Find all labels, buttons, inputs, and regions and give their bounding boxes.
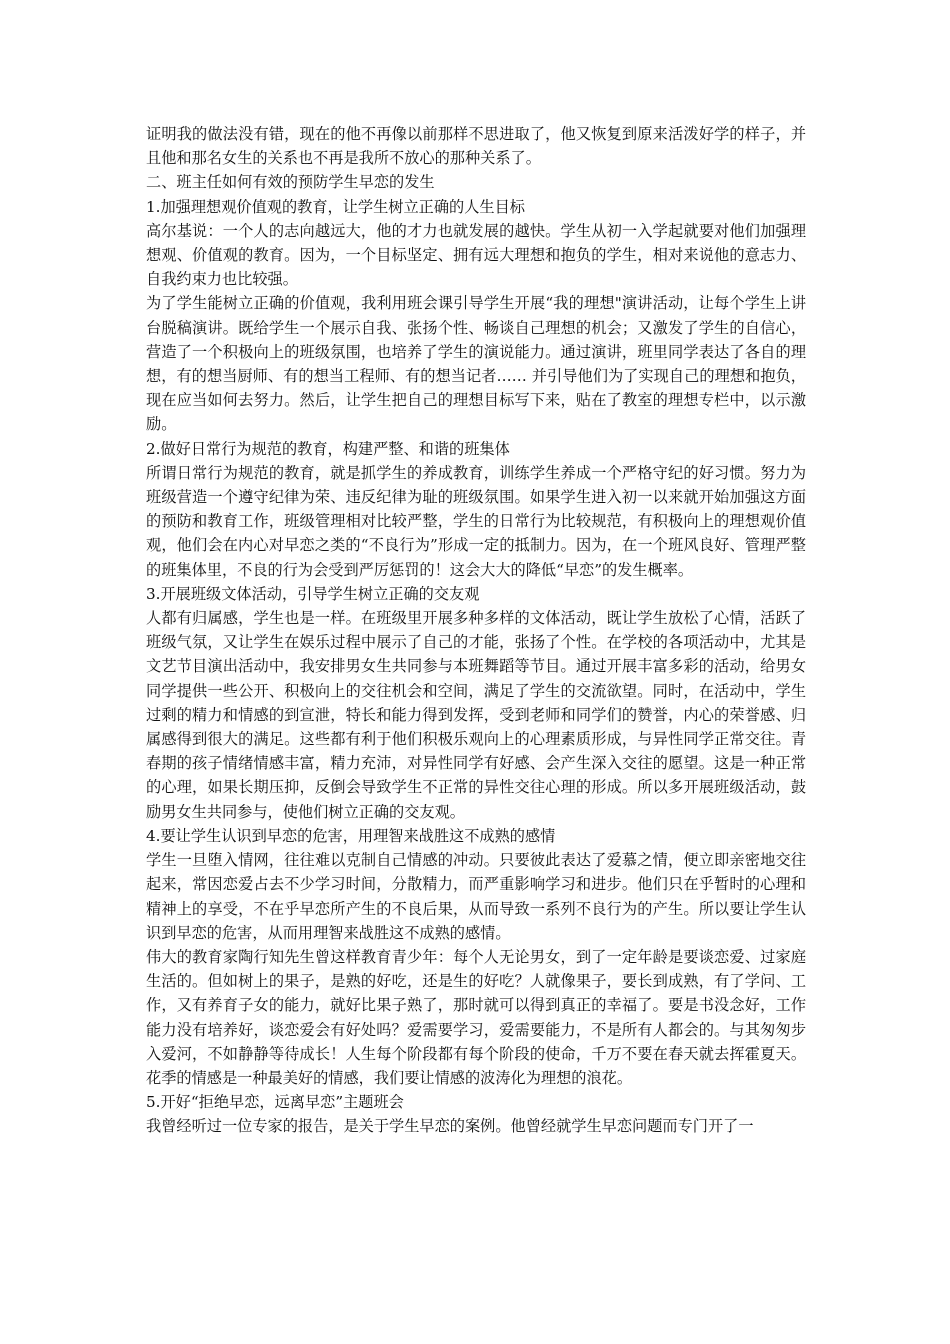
subheading-3-class-activities: 3.开展班级文体活动，引导学生树立正确的交友观 xyxy=(146,584,480,603)
subheading-1-ideals-values: 1.加强理想观价值观的教育，让学生树立正确的人生目标 xyxy=(146,197,525,216)
paragraph-belonging: 人都有归属感，学生也是一样。在班级里开展多种多样的文体活动，既让学生放松了心情，活跃了班级气氛，又让学生在娱乐过程中展示了自己的才能，张扬了个性。在学校的各项活动中，尤其是文艺节目演出活动中，我安排男女生共同参与本班舞蹈等节目。通过开展丰富多彩的活动，给男女同学提供一些公开、积极向上的交往机会和空间，满足了学生的交流欲望。同时，在活动中，学生过剩的精力和情感的到宣泄，特长和能力得到发挥，受到老师和同学们的赞誉，内心的荣誉感、归属感得到很大的满足。这些都有利于他们积极乐观向上的心理素质形成，与异性同学正常交往。青春期的孩子情绪情感丰富，精力充沛，对异性同学有好感、会产生深入交往的愿望。这是一种正常的心理，如果长期压抑，反倒会导致学生不正常的异性交往心理的形成。所以多开展班级活动，鼓励男女生共同参与，使他们树立正确的交友观。 xyxy=(146,609,806,821)
paragraph-habit-education: 所谓日常行为规范的教育，就是抓学生的养成教育，训练学生养成一个严格守纪的好习惯。努力为班级营造一个遵守纪律为荣、违反纪律为耻的班级氛围。如果学生进入初一以来就开始加强这方面的预防和教育工作，班级管理相对比较严整，学生的日常行为比较规范，有积极向上的理想观价值观，他们会在内心对早恋之类的“不良行为”形成一定的抵制力。因为，在一个班风良好、管理严整的班集体里，不良的行为会受到严厉惩罚的！这会大大的降低“早恋”的发生概率。 xyxy=(146,463,806,579)
paragraph-expert-report: 我曾经听过一位专家的报告，是关于学生早恋的案例。他曾经就学生早恋问题而专门开了一 xyxy=(146,1117,754,1136)
paragraph-intro-conclusion: 证明我的做法没有错，现在的他不再像以前那样不思进取了，他又恢复到原来活泼好学的样子，并且他和那名女生的关系也不再是我所不放心的那种关系了。 xyxy=(146,125,806,168)
paragraph-tao-xingzhi: 伟大的教育家陶行知先生曾这样教育青少年：每个人无论男女，到了一定年龄是要谈恋爱、过家庭生活的。但如树上的果子，是熟的好吃，还是生的好吃？人就像果子，要长到成熟，有了学问、工作，又有养育子女的能力，就好比果子熟了，那时就可以得到真正的幸福了。要是书没念好，工作能力没有培养好，谈恋爱会有好处吗？爱需要学习，爱需要能力，不是所有人都会的。与其匆匆步入爱河，不如静静等待成长！人生每个阶段都有每个阶段的使命，千万不要在春天就去挥霍夏天。花季的情感是一种最美好的情感，我们要让情感的波涛化为理想的浪花。 xyxy=(146,947,806,1087)
paragraph-speech-activity: 为了学生能树立正确的价值观，我利用班会课引导学生开展“我的理想"演讲活动，让每个学生上讲台脱稿演讲。既给学生一个展示自我、张扬个性、畅谈自己理想的机会；又激发了学生的自信心，营造了一个积极向上的班级氛围，也培养了学生的演说能力。通过演讲，班里同学表达了各自的理想，有的想当厨师、有的想当工程师、有的想当记者…… 并引导他们为了实现自己的理想和抱负，现在应当如何去努力。然后，让学生把自己的理想目标写下来，贴在了教室的理想专栏中，以示激励。 xyxy=(146,294,806,434)
document-body xyxy=(146,122,806,1139)
section-heading-prevention: 二、班主任如何有效的预防学生早恋的发生 xyxy=(146,173,435,192)
subheading-5-theme-meeting: 5.开好“拒绝早恋，远离早恋”主题班会 xyxy=(146,1093,404,1112)
subheading-4-harm-awareness: 4.要让学生认识到早恋的危害，用理智来战胜这不成熟的感情 xyxy=(146,826,556,845)
paragraph-gorky-quote: 高尔基说：一个人的志向越远大，他的才力也就发展的越快。学生从初一入学起就要对他们加强理想观、价值观的教育。因为，一个目标坚定、拥有远大理想和抱负的学生，相对来说他的意志力、自我约束力也比较强。 xyxy=(146,221,806,289)
subheading-2-daily-conduct: 2.做好日常行为规范的教育，构建严整、和谐的班集体 xyxy=(146,439,510,458)
paragraph-emotional-impulse: 学生一旦堕入情网，往往难以克制自己情感的冲动。只要彼此表达了爱慕之情，便立即亲密地交往起来，常因恋爱占去不少学习时间，分散精力，而严重影响学习和进步。他们只在乎暂时的心理和精神上的享受，不在乎早恋所产生的不良后果，从而导致一系列不良行为的产生。所以要让学生认识到早恋的危害，从而用理智来战胜这不成熟的感情。 xyxy=(146,851,806,942)
